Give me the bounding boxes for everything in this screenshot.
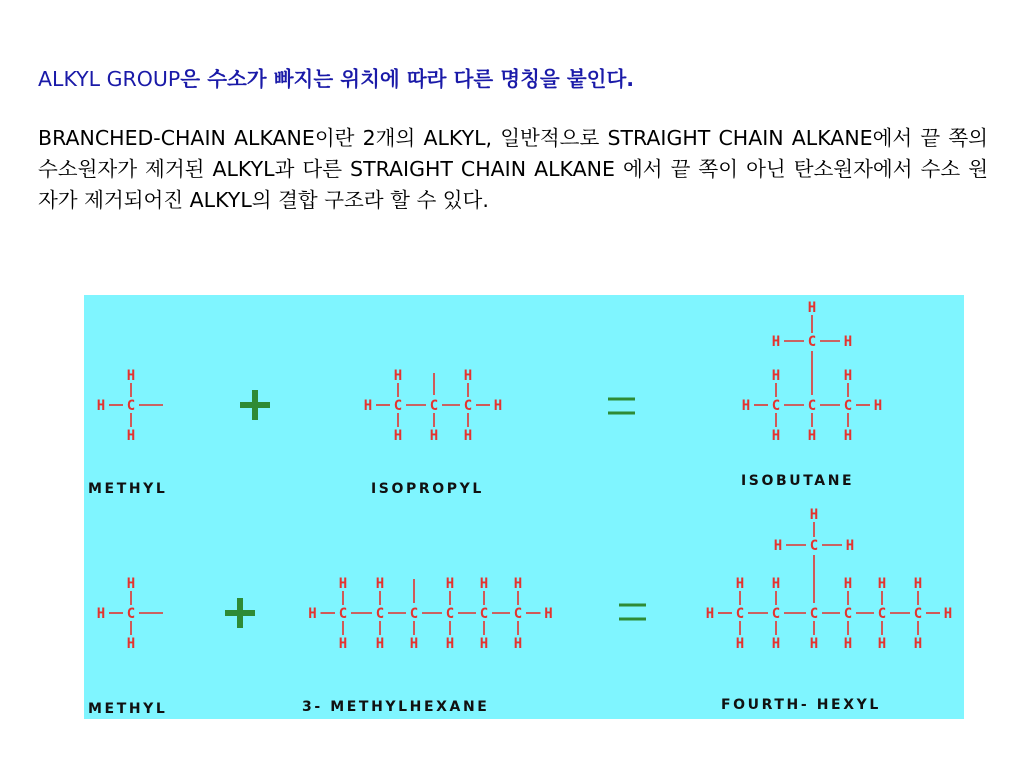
carbon-atom: C — [338, 606, 348, 622]
carbon-atom: C — [809, 538, 819, 554]
hydrogen-atom: H — [771, 636, 781, 652]
carbon-atom: C — [877, 606, 887, 622]
hydrogen-atom: H — [96, 606, 106, 622]
label-fourth-hexyl: FOURTH- HEXYL — [721, 697, 881, 713]
body-paragraph: BRANCHED-CHAIN ALKANE이란 2개의 ALKYL, 일반적으로 STRAIGHT CHAIN ALKANE에서 끝 쪽의 수소원자가 제거된 ALKYL과 다른 STRAIGHT CHAIN ALKANE 에서 끝 쪽이 아닌 탄소원자에서 수소 원자가 제거되어진 ALKYL의 결합 구조라 할 수 있다. — [38, 126, 988, 212]
hydrogen-atom: H — [338, 576, 348, 592]
label-3-methylhexane: 3- METHYLHEXANE — [302, 699, 490, 715]
carbon-atom: C — [479, 606, 489, 622]
hydrogen-atom: H — [843, 428, 853, 444]
hydrogen-atom: H — [809, 507, 819, 523]
hydrogen-atom: H — [513, 636, 523, 652]
hydrogen-atom: H — [913, 576, 923, 592]
carbon-atom: C — [809, 606, 819, 622]
hydrogen-atom: H — [735, 576, 745, 592]
carbon-atom: C — [843, 398, 853, 414]
hydrogen-atom: H — [479, 576, 489, 592]
carbon-atom: C — [375, 606, 385, 622]
carbon-atom: C — [735, 606, 745, 622]
hydrogen-atom: H — [809, 636, 819, 652]
hydrogen-atom: H — [807, 428, 817, 444]
carbon-atom: C — [393, 398, 403, 414]
title-korean: 은 수소가 빠지는 위치에 따라 다른 명칭을 붙인다. — [180, 67, 635, 91]
hydrogen-atom: H — [843, 576, 853, 592]
hydrogen-atom: H — [126, 576, 136, 592]
hydrogen-atom: H — [843, 636, 853, 652]
hydrogen-atom: H — [807, 300, 817, 316]
hydrogen-atom: H — [126, 428, 136, 444]
hydrogen-atom: H — [463, 428, 473, 444]
hydrogen-atom: H — [943, 606, 953, 622]
alkyl-diagram — [84, 295, 964, 719]
hydrogen-atom: H — [771, 428, 781, 444]
hydrogen-atom: H — [393, 428, 403, 444]
hydrogen-atom: H — [429, 428, 439, 444]
hydrogen-atom: H — [445, 576, 455, 592]
hydrogen-atom: H — [126, 368, 136, 384]
hydrogen-atom: H — [843, 334, 853, 350]
hydrogen-atom: H — [771, 576, 781, 592]
hydrogen-atom: H — [705, 606, 715, 622]
carbon-atom: C — [771, 606, 781, 622]
hydrogen-atom: H — [463, 368, 473, 384]
label-methyl-row2: METHYL — [88, 701, 168, 717]
hydrogen-atom: H — [126, 636, 136, 652]
hydrogen-atom: H — [873, 398, 883, 414]
hydrogen-atom: H — [843, 368, 853, 384]
hydrogen-atom: H — [363, 398, 373, 414]
plus-sign-row2 — [225, 598, 255, 628]
hydrogen-atom: H — [773, 538, 783, 554]
carbon-atom: C — [126, 398, 136, 414]
carbon-atom: C — [409, 606, 419, 622]
hydrogen-atom: H — [513, 576, 523, 592]
hydrogen-atom: H — [771, 368, 781, 384]
carbon-atom: C — [807, 334, 817, 350]
hydrogen-atom: H — [877, 576, 887, 592]
hydrogen-atom: H — [771, 334, 781, 350]
carbon-atom: C — [445, 606, 455, 622]
title-latin: ALKYL GROUP — [38, 67, 181, 91]
carbon-atom: C — [843, 606, 853, 622]
label-isobutane: ISOBUTANE — [741, 473, 855, 489]
hydrogen-atom: H — [741, 398, 751, 414]
hydrogen-atom: H — [493, 398, 503, 414]
hydrogen-atom: H — [375, 576, 385, 592]
hydrogen-atom: H — [96, 398, 106, 414]
hydrogen-atom: H — [393, 368, 403, 384]
label-isopropyl: ISOPROPYL — [371, 481, 484, 497]
hydrogen-atom: H — [735, 636, 745, 652]
hydrogen-atom: H — [409, 636, 419, 652]
carbon-atom: C — [126, 606, 136, 622]
equals-sign-row2 — [619, 605, 646, 619]
carbon-atom: C — [771, 398, 781, 414]
plus-sign-row1 — [240, 390, 270, 420]
hydrogen-atom: H — [308, 606, 317, 622]
carbon-atom: C — [513, 606, 523, 622]
hydrogen-atom: H — [375, 636, 385, 652]
hydrogen-atom: H — [445, 636, 455, 652]
hydrogen-atom: H — [544, 606, 553, 622]
carbon-atom: C — [429, 398, 439, 414]
carbon-atom: C — [807, 398, 817, 414]
label-methyl-row1: METHYL — [88, 481, 168, 497]
hydrogen-atom: H — [338, 636, 348, 652]
carbon-atom: C — [463, 398, 473, 414]
hydrogen-atom: H — [913, 636, 923, 652]
equals-sign-row1 — [608, 399, 635, 413]
hydrogen-atom: H — [877, 636, 887, 652]
hydrogen-atom: H — [845, 538, 855, 554]
slide-title — [38, 62, 988, 92]
hydrogen-atom: H — [479, 636, 489, 652]
carbon-atom: C — [913, 606, 923, 622]
